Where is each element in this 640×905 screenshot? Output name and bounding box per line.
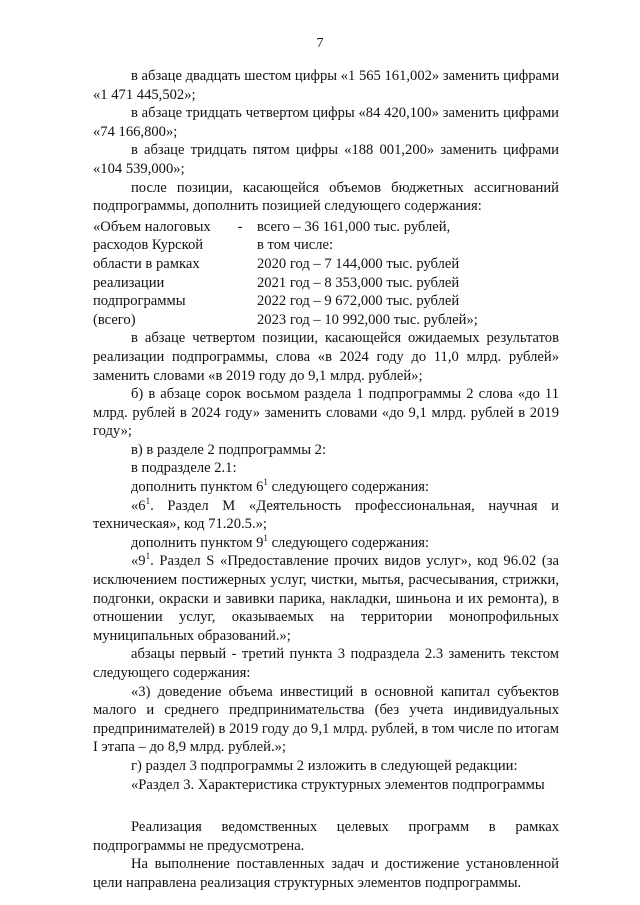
superscript: 1 [145,551,151,562]
table-row [93,274,478,293]
table-cell: 2021 год – 8 353,000 тыс. рублей [257,274,460,291]
paragraph: в абзаце тридцать четвертом цифры «84 420,100» заменить цифрами «74 166,800»; [93,105,559,140]
table-cell: 2020 год – 7 144,000 тыс. рублей [257,255,460,272]
table-row [93,292,478,311]
tax-expenditure-table [93,218,478,330]
page-number: 7 [316,36,324,51]
superscript: 1 [263,532,268,543]
paragraph: в абзаце двадцать шестом цифры «1 565 161,002» заменить цифрами «1 471 445,502»; [93,68,560,103]
text-fragment: дополнить пунктом 9 [131,534,264,551]
text-fragment: «6 [131,497,146,514]
table-cell: подпрограммы [93,293,186,310]
text-fragment: следующего содержания: [267,479,430,496]
table-cell: 2022 год – 9 672,000 тыс. рублей [257,293,460,310]
paragraph: Реализация ведомственных целевых программ в рамках подпрограммы не предусмотрена. [93,819,559,854]
paragraph: г) раздел 3 подпрограммы 2 изложить в следующей редакции: [131,757,518,774]
paragraph [93,497,559,534]
text-fragment: . Раздел S «Предоставление прочих видов услуг», код 96.02 (за исключением постижерных услуг, чистки, мытья, расчесывания, стрижки, подгонки, окраски и завивки парика, накладки, шиньона и их ремонта), в отношении услуг, оказываемых на территории монопрофильных муниципальных образований.»; [93,553,559,644]
section-heading: «Раздел 3. Характеристика структурных элементов подпрограммы [131,776,545,793]
paragraph: в абзаце тридцать пятом цифры «188 001,200» заменить цифрами «104 539,000»; [93,142,559,177]
superscript: 1 [263,477,268,488]
text-fragment: дополнить пунктом 6 [131,479,264,496]
paragraph: в подразделе 2.1: [131,460,237,477]
table-cell: (всего) [93,311,136,328]
paragraph: б) в абзаце сорок восьмом раздела 1 подпрограммы 2 слова «до 11 млрд. рублей в 2024 году» заменить словами «до 9,1 млрд. рублей в 2019 году»; [93,386,559,440]
table-dash: - [237,218,243,235]
table-row [93,236,478,255]
spacer [93,794,559,818]
paragraph: абзацы первый - третий пункта 3 подраздела 2.3 заменить текстом следующего содержания: [93,646,559,681]
text-fragment: . Раздел М «Деятельность профессиональная, научная и техническая», код 71.20.5.»; [93,497,559,533]
table-row [93,218,478,237]
paragraph: в) в разделе 2 подпрограммы 2: [131,441,327,458]
table-row [93,255,478,274]
paragraph [93,478,559,497]
table-row [93,311,478,330]
document-body [93,67,559,893]
table-cell: области в рамках [93,255,200,272]
paragraph: после позиции, касающейся объемов бюджетных ассигнований подпрограммы, дополнить позицией следующего содержания: [93,179,559,215]
table-cell: «Объем налоговых [93,218,211,235]
table-cell: 2023 год – 10 992,000 тыс. рублей»; [257,311,478,328]
text-fragment: «9 [131,553,146,570]
table-cell: всего – 36 161,000 тыс. рублей, [257,218,451,235]
table-cell: реализации [93,274,165,291]
paragraph [93,534,559,553]
superscript: 1 [145,495,151,506]
paragraph: в абзаце четвертом позиции, касающейся ожидаемых результатов реализации подпрограммы, слова «в 2024 году до 11,0 млрд. рублей» заменить словами «в 2019 году до 9,1 млрд. рублей»; [93,330,559,384]
text-fragment: следующего содержания: [267,534,430,551]
paragraph: «3) доведение объема инвестиций в основной капитал субъектов малого и среднего предпринимательства (без учета индивидуальных предпринимателей) в 2019 году до 9,1 млрд. рублей, в том числе по итогам I этапа – до 8,9 млрд. рублей.»; [93,683,559,756]
paragraph: На выполнение поставленных задач и достижение установленной цели направлена реализация структурных элементов подпрограммы. [93,856,559,891]
table-cell: расходов Курской [93,237,204,254]
table-cell: в том числе: [257,237,334,254]
paragraph [93,552,559,645]
